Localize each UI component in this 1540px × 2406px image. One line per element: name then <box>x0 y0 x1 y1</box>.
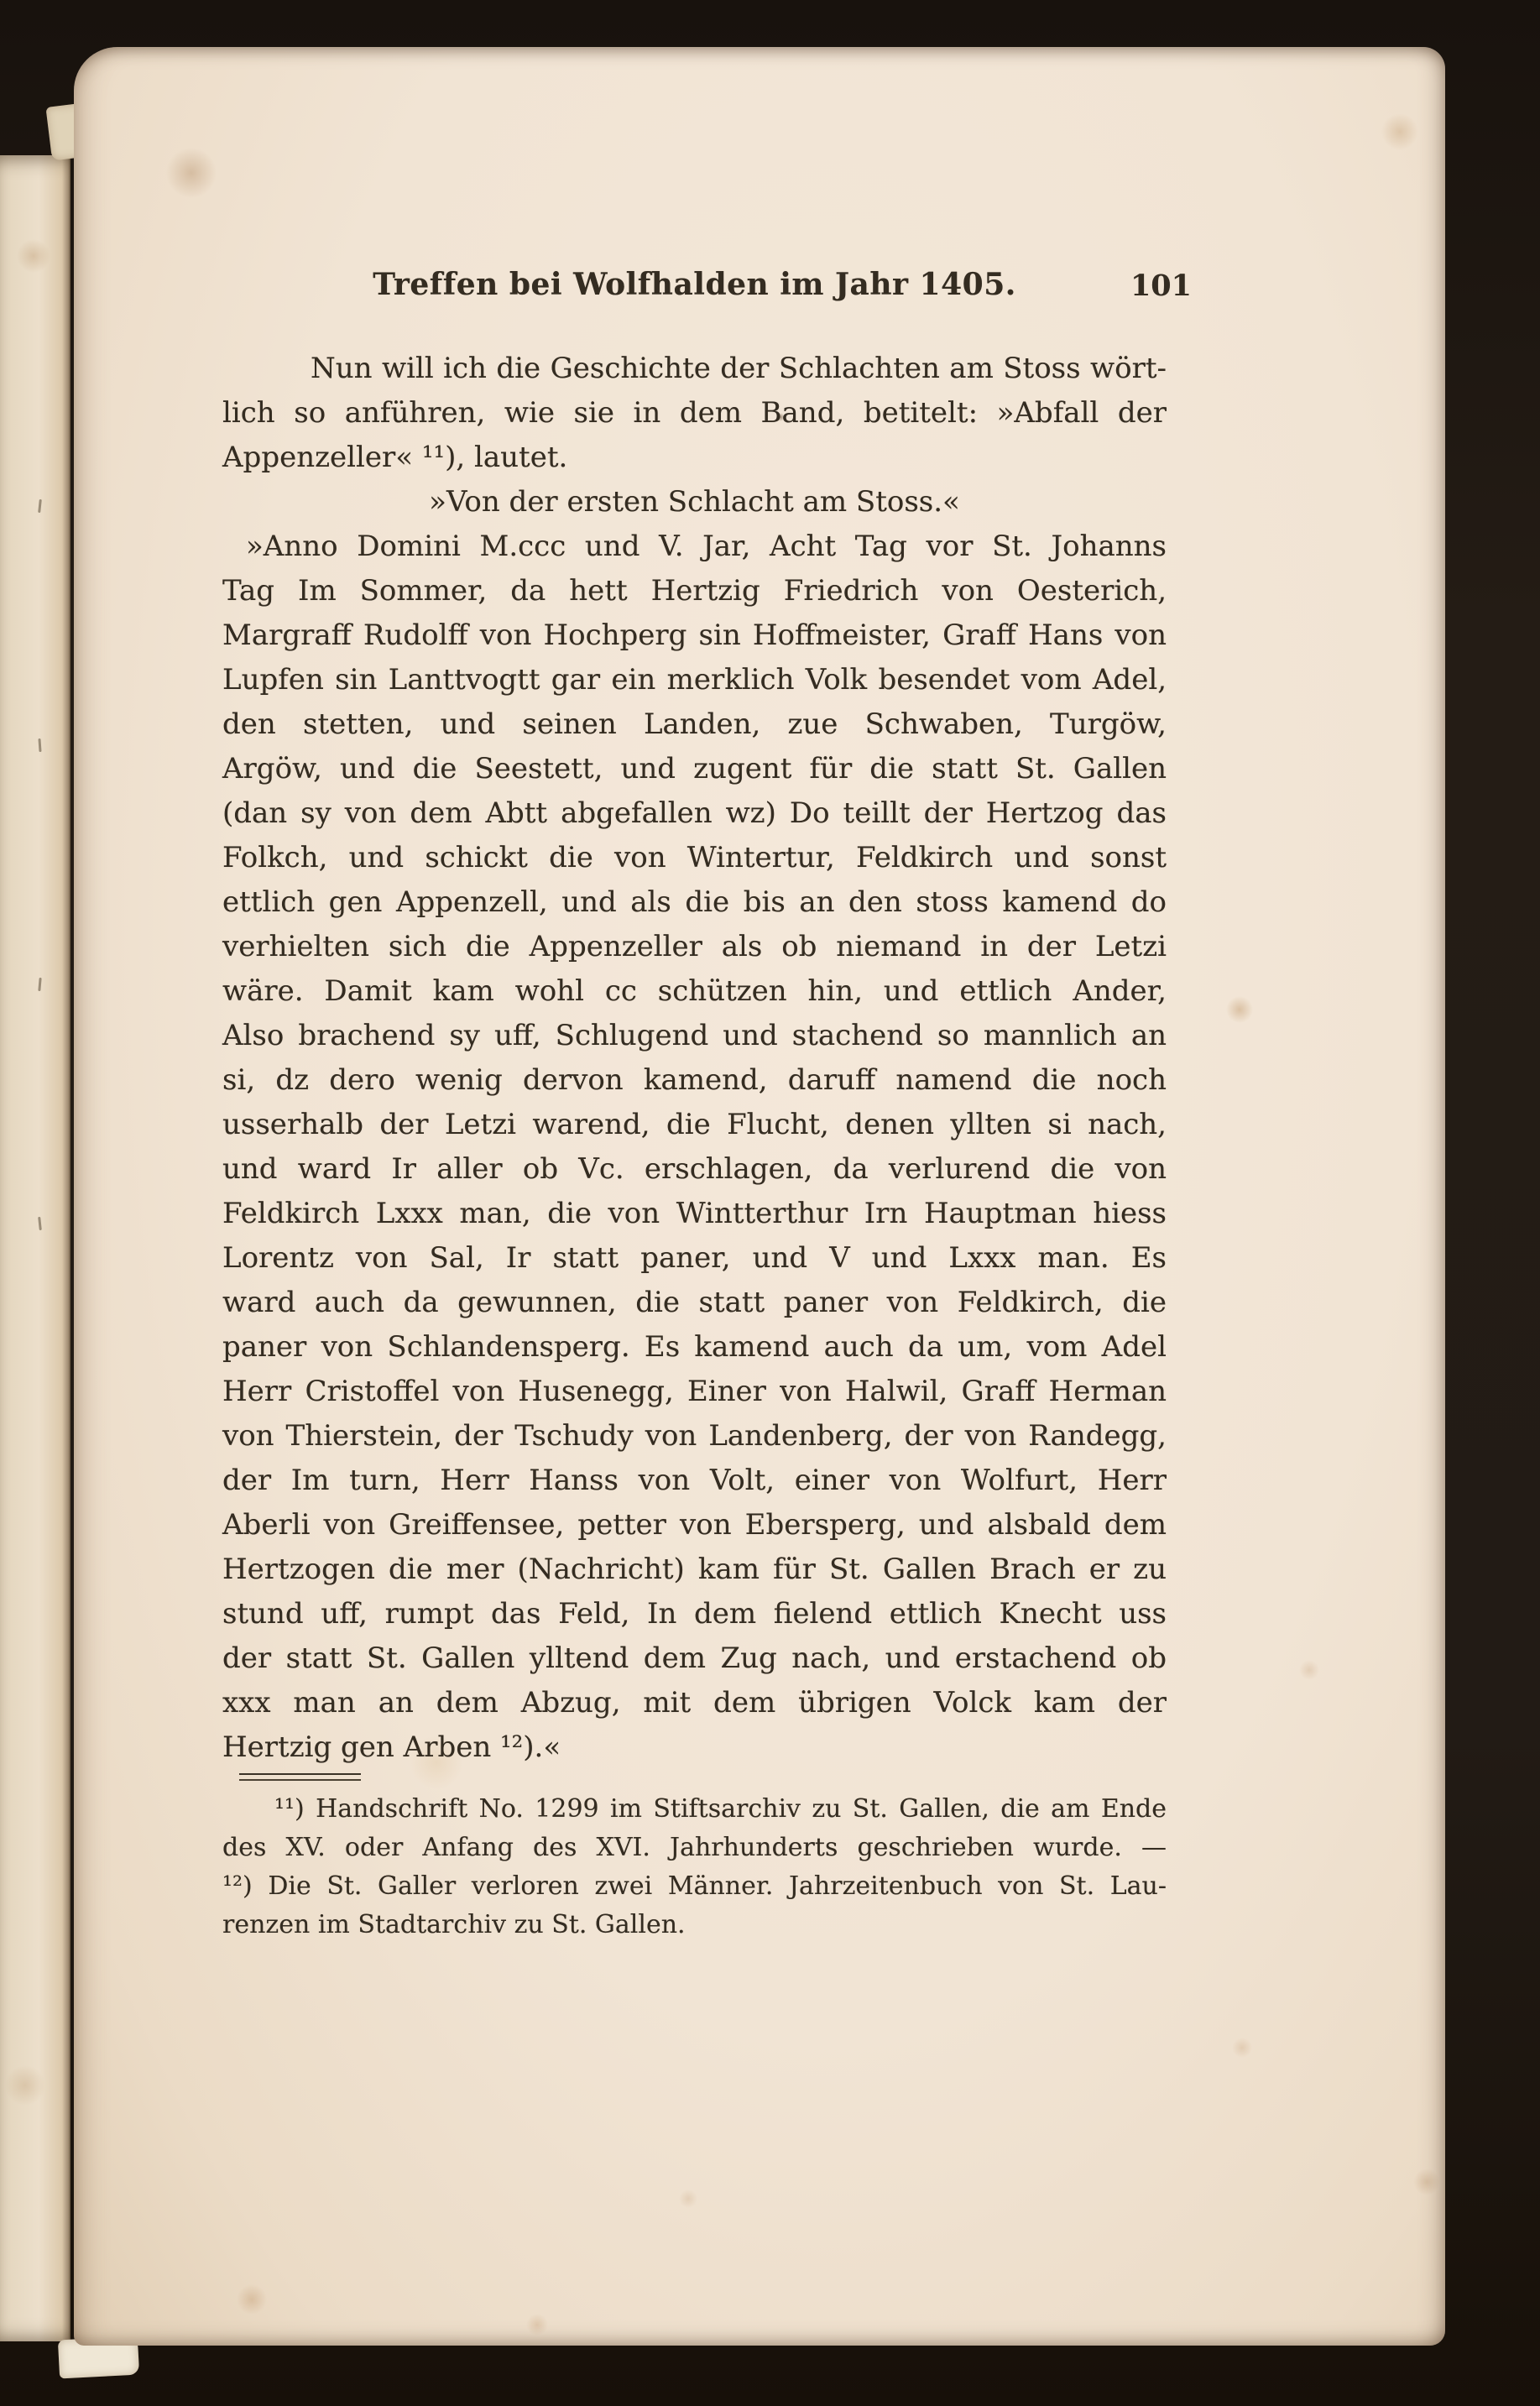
text-line: xxx man an dem Abzug, mit dem übrigen Volck kam der <box>222 1686 1167 1720</box>
text-line: wäre. Damit kam wohl cc schützen hin, und ettlich Ander, <box>222 974 1167 1008</box>
running-title: Treffen bei Wolfhalden im Jahr 1405. <box>373 267 1016 302</box>
page-number: 101 <box>1130 269 1192 303</box>
margin-mark <box>38 978 41 991</box>
text-line: den stetten, und seinen Landen, zue Schwaben, Turgöw, <box>222 707 1167 741</box>
text-line: der Im turn, Herr Hanss von Volt, einer von Wolfurt, Herr <box>222 1464 1167 1497</box>
text-line: Aberli von Greiffensee, petter von Ebersperg, und alsbald dem <box>222 1508 1167 1542</box>
text-line: Tag Im Sommer, da hett Hertzig Friedrich von Oesterich, <box>222 574 1167 608</box>
text-line: Hertzogen die mer (Nachricht) kam für St. Gallen Brach er zu <box>222 1553 1167 1586</box>
text-line: Appenzeller« ¹¹), lautet. <box>222 441 568 474</box>
text-line: ¹¹) Handschrift No. 1299 im Stiftsarchiv zu St. Gallen, die am Ende <box>274 1794 1167 1824</box>
text-line: Margraff Rudolff von Hochperg sin Hoffmeister, Graff Hans von <box>222 618 1167 652</box>
margin-mark <box>38 1217 42 1230</box>
text-line: Lorentz von Sal, Ir statt paner, und V und Lxxx man. Es <box>222 1241 1167 1275</box>
text-line: verhielten sich die Appenzeller als ob niemand in der Letzi <box>222 930 1167 963</box>
text-line: ¹²) Die St. Galler verloren zwei Männer. Jahrzeitenbuch von St. Lau- <box>222 1871 1167 1901</box>
text-line: des XV. oder Anfang des XVI. Jahrhunderts geschrieben wurde. — <box>222 1833 1167 1862</box>
footnote-separator-rule <box>239 1773 361 1781</box>
text-line: ettlich gen Appenzell, und als die bis an den stoss kamend do <box>222 885 1167 919</box>
text-line: der statt St. Gallen ylltend dem Zug nach, und erstachend ob <box>222 1641 1167 1675</box>
intro-paragraph <box>222 347 1167 480</box>
text-line: ward auch da gewunnen, die statt paner von Feldkirch, die <box>222 1286 1167 1319</box>
footnotes-block <box>222 1790 1167 1944</box>
section-heading: »Von der ersten Schlacht am Stoss.« <box>429 485 960 519</box>
text-line: Hertzig gen Arben ¹²).« <box>222 1730 561 1764</box>
text-line: usserhalb der Letzi warend, die Flucht, denen yllten si nach, <box>222 1108 1167 1141</box>
text-line: paner von Schlandensperg. Es kamend auch da um, vom Adel <box>222 1330 1167 1364</box>
margin-mark <box>38 739 41 752</box>
text-line: von Thierstein, der Tschudy von Landenberg, der von Randegg, <box>222 1419 1167 1453</box>
text-line: Argöw, und die Seestett, und zugent für die statt St. Gallen <box>222 752 1167 785</box>
text-line: Nun will ich die Geschichte der Schlachten am Stoss wört- <box>311 352 1167 385</box>
text-line: renzen im Stadtarchiv zu St. Gallen. <box>222 1910 686 1939</box>
text-line: lich so anführen, wie sie in dem Band, betitelt: »Abfall der <box>222 396 1167 430</box>
text-line: si, dz dero wenig dervon kamend, daruff namend die noch <box>222 1063 1167 1097</box>
chronicle-quote-paragraph <box>222 525 1167 1770</box>
text-line: Herr Cristoffel von Husenegg, Einer von Halwil, Graff Herman <box>222 1375 1167 1408</box>
text-line: Feldkirch Lxxx man, die von Wintterthur Irn Hauptman hiess <box>222 1197 1167 1230</box>
text-line: stund uff, rumpt das Feld, In dem fielend ettlich Knecht uss <box>222 1597 1167 1631</box>
margin-mark <box>38 499 42 513</box>
book-page <box>74 47 1445 2346</box>
text-line: (dan sy von dem Abtt abgefallen wz) Do teillt der Hertzog das <box>222 796 1167 830</box>
text-line: »Anno Domini M.ccc und V. Jar, Acht Tag vor St. Johanns <box>246 530 1167 563</box>
text-column <box>222 267 1192 1944</box>
text-line: Folkch, und schickt die von Wintertur, Feldkirch und sonst <box>222 841 1167 874</box>
page-header <box>222 267 1192 303</box>
text-line: Also brachend sy uff, Schlugend und stachend so mannlich an <box>222 1019 1167 1052</box>
adjacent-page-edge <box>0 155 70 2341</box>
text-line: und ward Ir aller ob Vc. erschlagen, da verlurend die von <box>222 1152 1167 1186</box>
text-line: Lupfen sin Lanttvogtt gar ein merklich Volk besendet vom Adel, <box>222 663 1167 697</box>
